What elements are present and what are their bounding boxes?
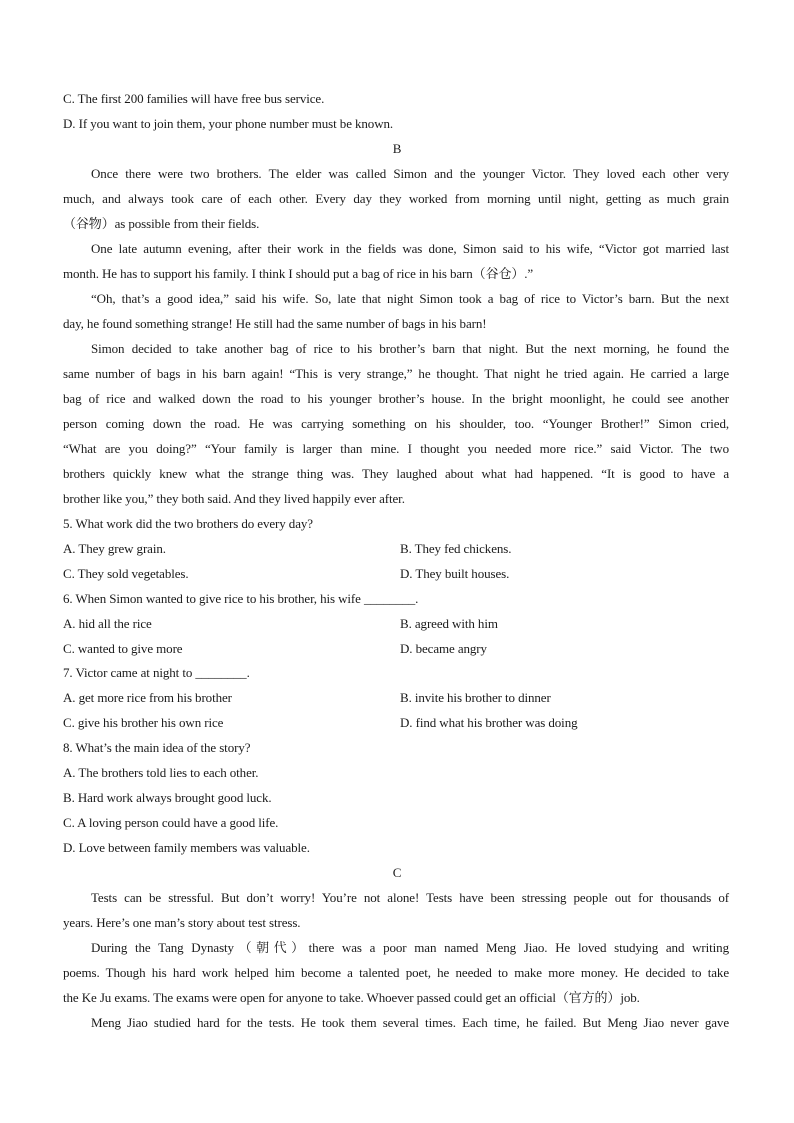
q8-option-a: A. The brothers told lies to each other. (63, 765, 259, 780)
q7-option-a: A. get more rice from his brother (63, 690, 232, 705)
passage-b-line: One late autumn evening, after their work in the fields was done, Simon said to his wife, “Victor got married last (91, 241, 729, 256)
passage-b-line: “What are you doing?” “Your family is larger than mine. I thought you needed more rice.” said Victor. The two (63, 441, 729, 456)
passage-b-line: same number of bags in his barn again! “This is very strange,” he thought. That night he tried again. He carried a large (63, 366, 729, 381)
passage-b-line: brother like you,” they both said. And they lived happily ever after. (63, 491, 405, 506)
q7-option-d: D. find what his brother was doing (400, 715, 578, 730)
question-7-stem: 7. Victor came at night to ________. (63, 665, 250, 680)
passage-b-line: “Oh, that’s a good idea,” said his wife. So, late that night Simon took a bag of rice to Victor’s barn. But the next (91, 291, 729, 306)
passage-b-line: day, he found something strange! He still had the same number of bags in his barn! (63, 316, 487, 331)
q8-option-c: C. A loving person could have a good life. (63, 815, 279, 830)
passage-b-line: brothers quickly knew what the strange thing was. They laughed about what had happened. “It is good to have a (63, 466, 729, 481)
q5-option-c: C. They sold vegetables. (63, 566, 189, 581)
passage-b-line: person coming down the road. He was carrying something on his shoulder, too. “Younger Brother!” Simon cried, (63, 416, 729, 431)
q6-option-a: A. hid all the rice (63, 616, 152, 631)
q6-option-c: C. wanted to give more (63, 641, 183, 656)
question-8-stem: 8. What’s the main idea of the story? (63, 740, 251, 755)
q5-option-a: A. They grew grain. (63, 541, 166, 556)
passage-c-line: poems. Though his hard work helped him become a talented poet, he needed to make more money. He decided to take (63, 965, 729, 980)
q6-option-d: D. became angry (400, 641, 487, 656)
q5-option-d: D. They built houses. (400, 566, 510, 581)
passage-c-line: Tests can be stressful. But don’t worry! You’re not alone! Tests have been stressing people out for thousands of (91, 890, 729, 905)
section-b-heading: B (392, 141, 402, 156)
passage-c-line: the Ke Ju exams. The exams were open for anyone to take. Whoever passed could get an official（官方的）job. (63, 990, 640, 1005)
q7-option-b: B. invite his brother to dinner (400, 690, 551, 705)
passage-c-line: During the Tang Dynasty（朝代）there was a poor man named Meng Jiao. He loved studying and writing (91, 940, 729, 955)
question-5-stem: 5. What work did the two brothers do every day? (63, 516, 313, 531)
q6-option-b: B. agreed with him (400, 616, 498, 631)
passage-b-line: Simon decided to take another bag of rice to his brother’s barn that night. But the next morning, he found the (91, 341, 729, 356)
q5-option-b: B. They fed chickens. (400, 541, 512, 556)
passage-b-line: bag of rice and walked down the road to his younger brother’s house. In the bright moonlight, he could see another (63, 391, 729, 406)
prev-option-d: D. If you want to join them, your phone number must be known. (63, 116, 394, 131)
question-6-stem: 6. When Simon wanted to give rice to his brother, his wife ________. (63, 591, 419, 606)
q7-option-c: C. give his brother his own rice (63, 715, 224, 730)
prev-option-c: C. The first 200 families will have free bus service. (63, 91, 325, 106)
passage-c-line: years. Here’s one man’s story about test stress. (63, 915, 301, 930)
section-c-heading: C (392, 865, 402, 880)
passage-b-line: month. He has to support his family. I think I should put a bag of rice in his barn（谷仓）.” (63, 266, 534, 281)
passage-b-line: much, and always took care of each other. Every day they worked from morning until night, getting as much grain (63, 191, 729, 206)
passage-c-line: Meng Jiao studied hard for the tests. He took them several times. Each time, he failed. But Meng Jiao never gave (91, 1015, 729, 1030)
q8-option-d: D. Love between family members was valuable. (63, 840, 310, 855)
q8-option-b: B. Hard work always brought good luck. (63, 790, 272, 805)
passage-b-line: Once there were two brothers. The elder was called Simon and the younger Victor. They loved each other very (91, 166, 729, 181)
passage-b-line: （谷物）as possible from their fields. (63, 216, 260, 231)
